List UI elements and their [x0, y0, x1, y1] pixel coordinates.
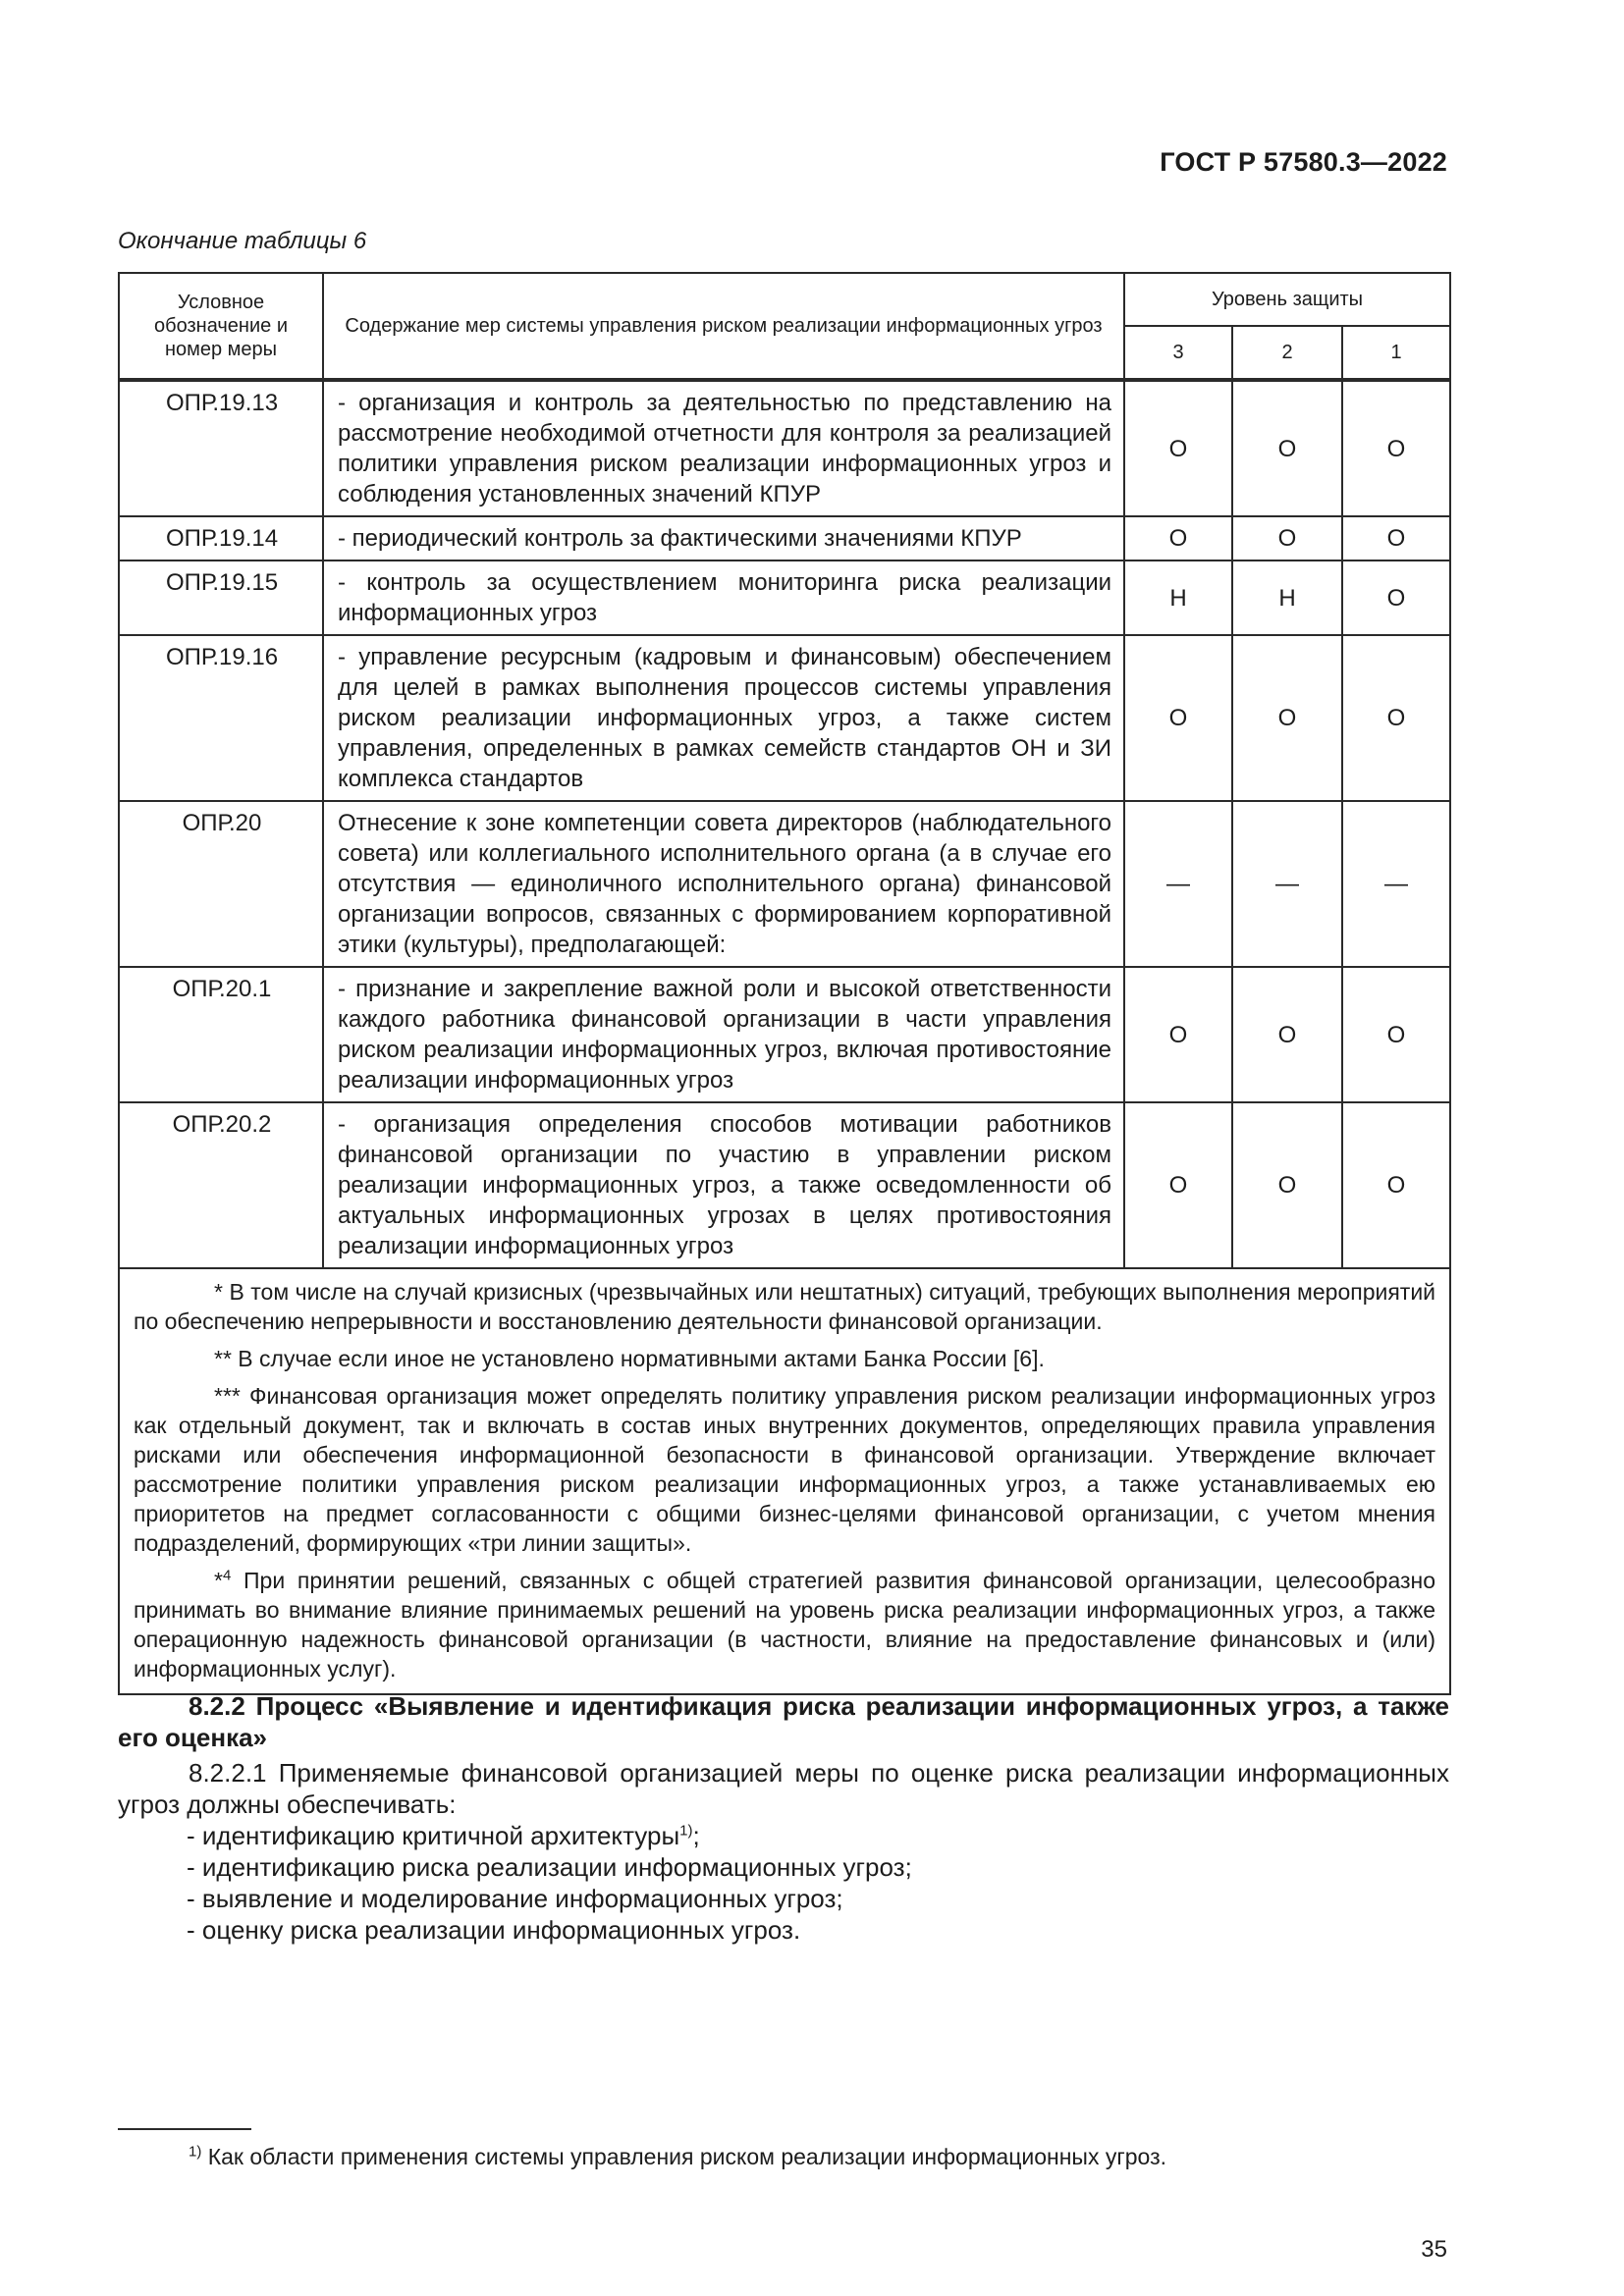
level-3-value: О: [1124, 380, 1232, 516]
column-header-content: Содержание мер системы управления риском реализации информационных угроз: [323, 273, 1124, 380]
list-item-text: - идентификацию критичной архитектуры: [187, 1821, 680, 1850]
table-row: [119, 380, 1450, 516]
table-notes: [119, 1268, 1450, 1694]
level-1-value: О: [1342, 635, 1450, 801]
level-3-value: О: [1124, 967, 1232, 1102]
measure-code: ОПР.20.1: [119, 967, 323, 1102]
table-row: [119, 516, 1450, 561]
measure-text: - периодический контроль за фактическими значениями КПУР: [323, 516, 1124, 561]
footnote-text: Как области применения системы управления риском реализации информационных угроз.: [207, 2144, 1166, 2169]
measure-text: - контроль за осуществлением мониторинга риска реализации информационных угроз: [323, 561, 1124, 635]
measures-table: [118, 272, 1451, 1695]
list-item: - выявление и моделирование информационных угроз;: [187, 1884, 843, 1913]
level-header-1: 1: [1342, 326, 1450, 380]
level-2-value: О: [1232, 380, 1342, 516]
note-text: В случае если иное не установлено нормативными актами Банка России [6].: [238, 1346, 1045, 1371]
level-3-value: О: [1124, 1102, 1232, 1268]
list-item: - идентификацию риска реализации информационных угроз;: [187, 1852, 912, 1882]
note-text: При принятии решений, связанных с общей стратегией развития финансовой организации, целесообразно принимать во внимание влияние принимаемых решений на уровень риска реализации информационных угроз, а также операционную надежность финансовой организации (в частности, влияние на предоставление финансовых и (или) информационных услуг).: [134, 1568, 1436, 1682]
measure-code: ОПР.19.16: [119, 635, 323, 801]
table-note: [134, 1277, 1435, 1336]
section-8-2-2: [118, 1690, 1449, 1946]
table-note: [134, 1344, 1435, 1373]
measure-text: - организация определения способов мотивации работников финансовой организации по участию в управлении риском реализации информационных угроз, а также осведомленности об актуальных информационных угрозах в целях противостояния реализации информационных угроз: [323, 1102, 1124, 1268]
footnote-divider: [118, 2128, 251, 2130]
section-paragraph: 8.2.2.1 Применяемые финансовой организацией меры по оценке риска реализации информационных угроз должны обеспечивать:: [118, 1758, 1449, 1819]
measure-text: - управление ресурсным (кадровым и финансовым) обеспечением для целей в рамках выполнения процессов системы управления риском реализации информационных угроз, а также систем управления, определенных в рамках семейств стандартов ОН и ЗИ комплекса стандартов: [323, 635, 1124, 801]
measure-text: Отнесение к зоне компетенции совета директоров (наблюдательного совета) или коллегиального исполнительного органа (а в случае его отсутствия — единоличного исполнительного органа) финансовой организации вопросов, связанных с формированием корпоративной этики (культуры), предполагающей:: [323, 801, 1124, 967]
level-1-value: О: [1342, 561, 1450, 635]
table-row: [119, 1102, 1450, 1268]
level-3-value: О: [1124, 635, 1232, 801]
level-header-3: 3: [1124, 326, 1232, 380]
column-header-code: Условное обозначение и номер меры: [119, 273, 323, 380]
page-footnote: [189, 2142, 1166, 2171]
measure-text: - признание и закрепление важной роли и высокой ответственности каждого работника финансовой организации в части управления риском реализации информационных угроз, включая противостояние реализации информационных угроз: [323, 967, 1124, 1102]
level-2-value: —: [1232, 801, 1342, 967]
table-notes-row: [119, 1268, 1450, 1694]
measure-code: ОПР.19.15: [119, 561, 323, 635]
measure-code: ОПР.19.13: [119, 380, 323, 516]
measure-text: - организация и контроль за деятельностью по представлению на рассмотрение необходимой отчетности для контроля за реализацией политики управления риском реализации информационных угроз и соблюдения установленных значений КПУР: [323, 380, 1124, 516]
level-2-value: О: [1232, 1102, 1342, 1268]
note-mark: ***: [214, 1383, 241, 1409]
level-2-value: О: [1232, 516, 1342, 561]
table-note: [134, 1566, 1435, 1683]
table-row: [119, 561, 1450, 635]
level-2-value: Н: [1232, 561, 1342, 635]
measure-code: ОПР.20.2: [119, 1102, 323, 1268]
list-item: - оценку риска реализации информационных угроз.: [187, 1915, 801, 1945]
level-3-value: —: [1124, 801, 1232, 967]
level-3-value: О: [1124, 516, 1232, 561]
requirements-list: [118, 1820, 1449, 1946]
footnote-reference: 1): [679, 1822, 693, 1840]
level-1-value: О: [1342, 380, 1450, 516]
level-1-value: О: [1342, 1102, 1450, 1268]
note-mark: **: [214, 1346, 232, 1371]
page-number: 35: [1421, 2236, 1447, 2263]
column-header-levels: Уровень защиты: [1124, 273, 1450, 326]
section-heading: 8.2.2 Процесс «Выявление и идентификация риска реализации информационных угроз, а также его оценка»: [118, 1691, 1449, 1752]
level-header-2: 2: [1232, 326, 1342, 380]
table-note: [134, 1381, 1435, 1558]
table-caption: Окончание таблицы 6: [118, 228, 367, 254]
footnote-mark: 1): [189, 2143, 202, 2161]
level-3-value: Н: [1124, 561, 1232, 635]
level-1-value: О: [1342, 516, 1450, 561]
note-mark: *: [214, 1279, 223, 1305]
document-code: ГОСТ Р 57580.3—2022: [1160, 147, 1447, 177]
table-row: [119, 801, 1450, 967]
level-2-value: О: [1232, 967, 1342, 1102]
level-2-value: О: [1232, 635, 1342, 801]
note-text: В том числе на случай кризисных (чрезвычайных или нештатных) ситуаций, требующих выполнения мероприятий по обеспечению непрерывности и восстановлению деятельности финансовой организации.: [134, 1279, 1436, 1334]
measure-code: ОПР.20: [119, 801, 323, 967]
note-superscript: 4: [222, 1567, 232, 1584]
table-row: [119, 635, 1450, 801]
list-item: [187, 1820, 1449, 1851]
note-text: Финансовая организация может определять политику управления риском реализации информационных угроз как отдельный документ, так и включать в состав иных внутренних документов, определяющих правила управления рисками или обеспечения информационной безопасности в финансовой организации. Утверждение включает рассмотрение политики управления риском реализации информационных угроз, а также устанавливаемых ею приоритетов на предмет согласованности с общими бизнес-целями финансовой организации, с учетом мнения подразделений, формирующих «три линии защиты».: [134, 1383, 1436, 1556]
level-1-value: —: [1342, 801, 1450, 967]
measure-code: ОПР.19.14: [119, 516, 323, 561]
note-mark: *: [214, 1568, 223, 1593]
list-item-end: ;: [692, 1821, 700, 1850]
table-row: [119, 967, 1450, 1102]
level-1-value: О: [1342, 967, 1450, 1102]
